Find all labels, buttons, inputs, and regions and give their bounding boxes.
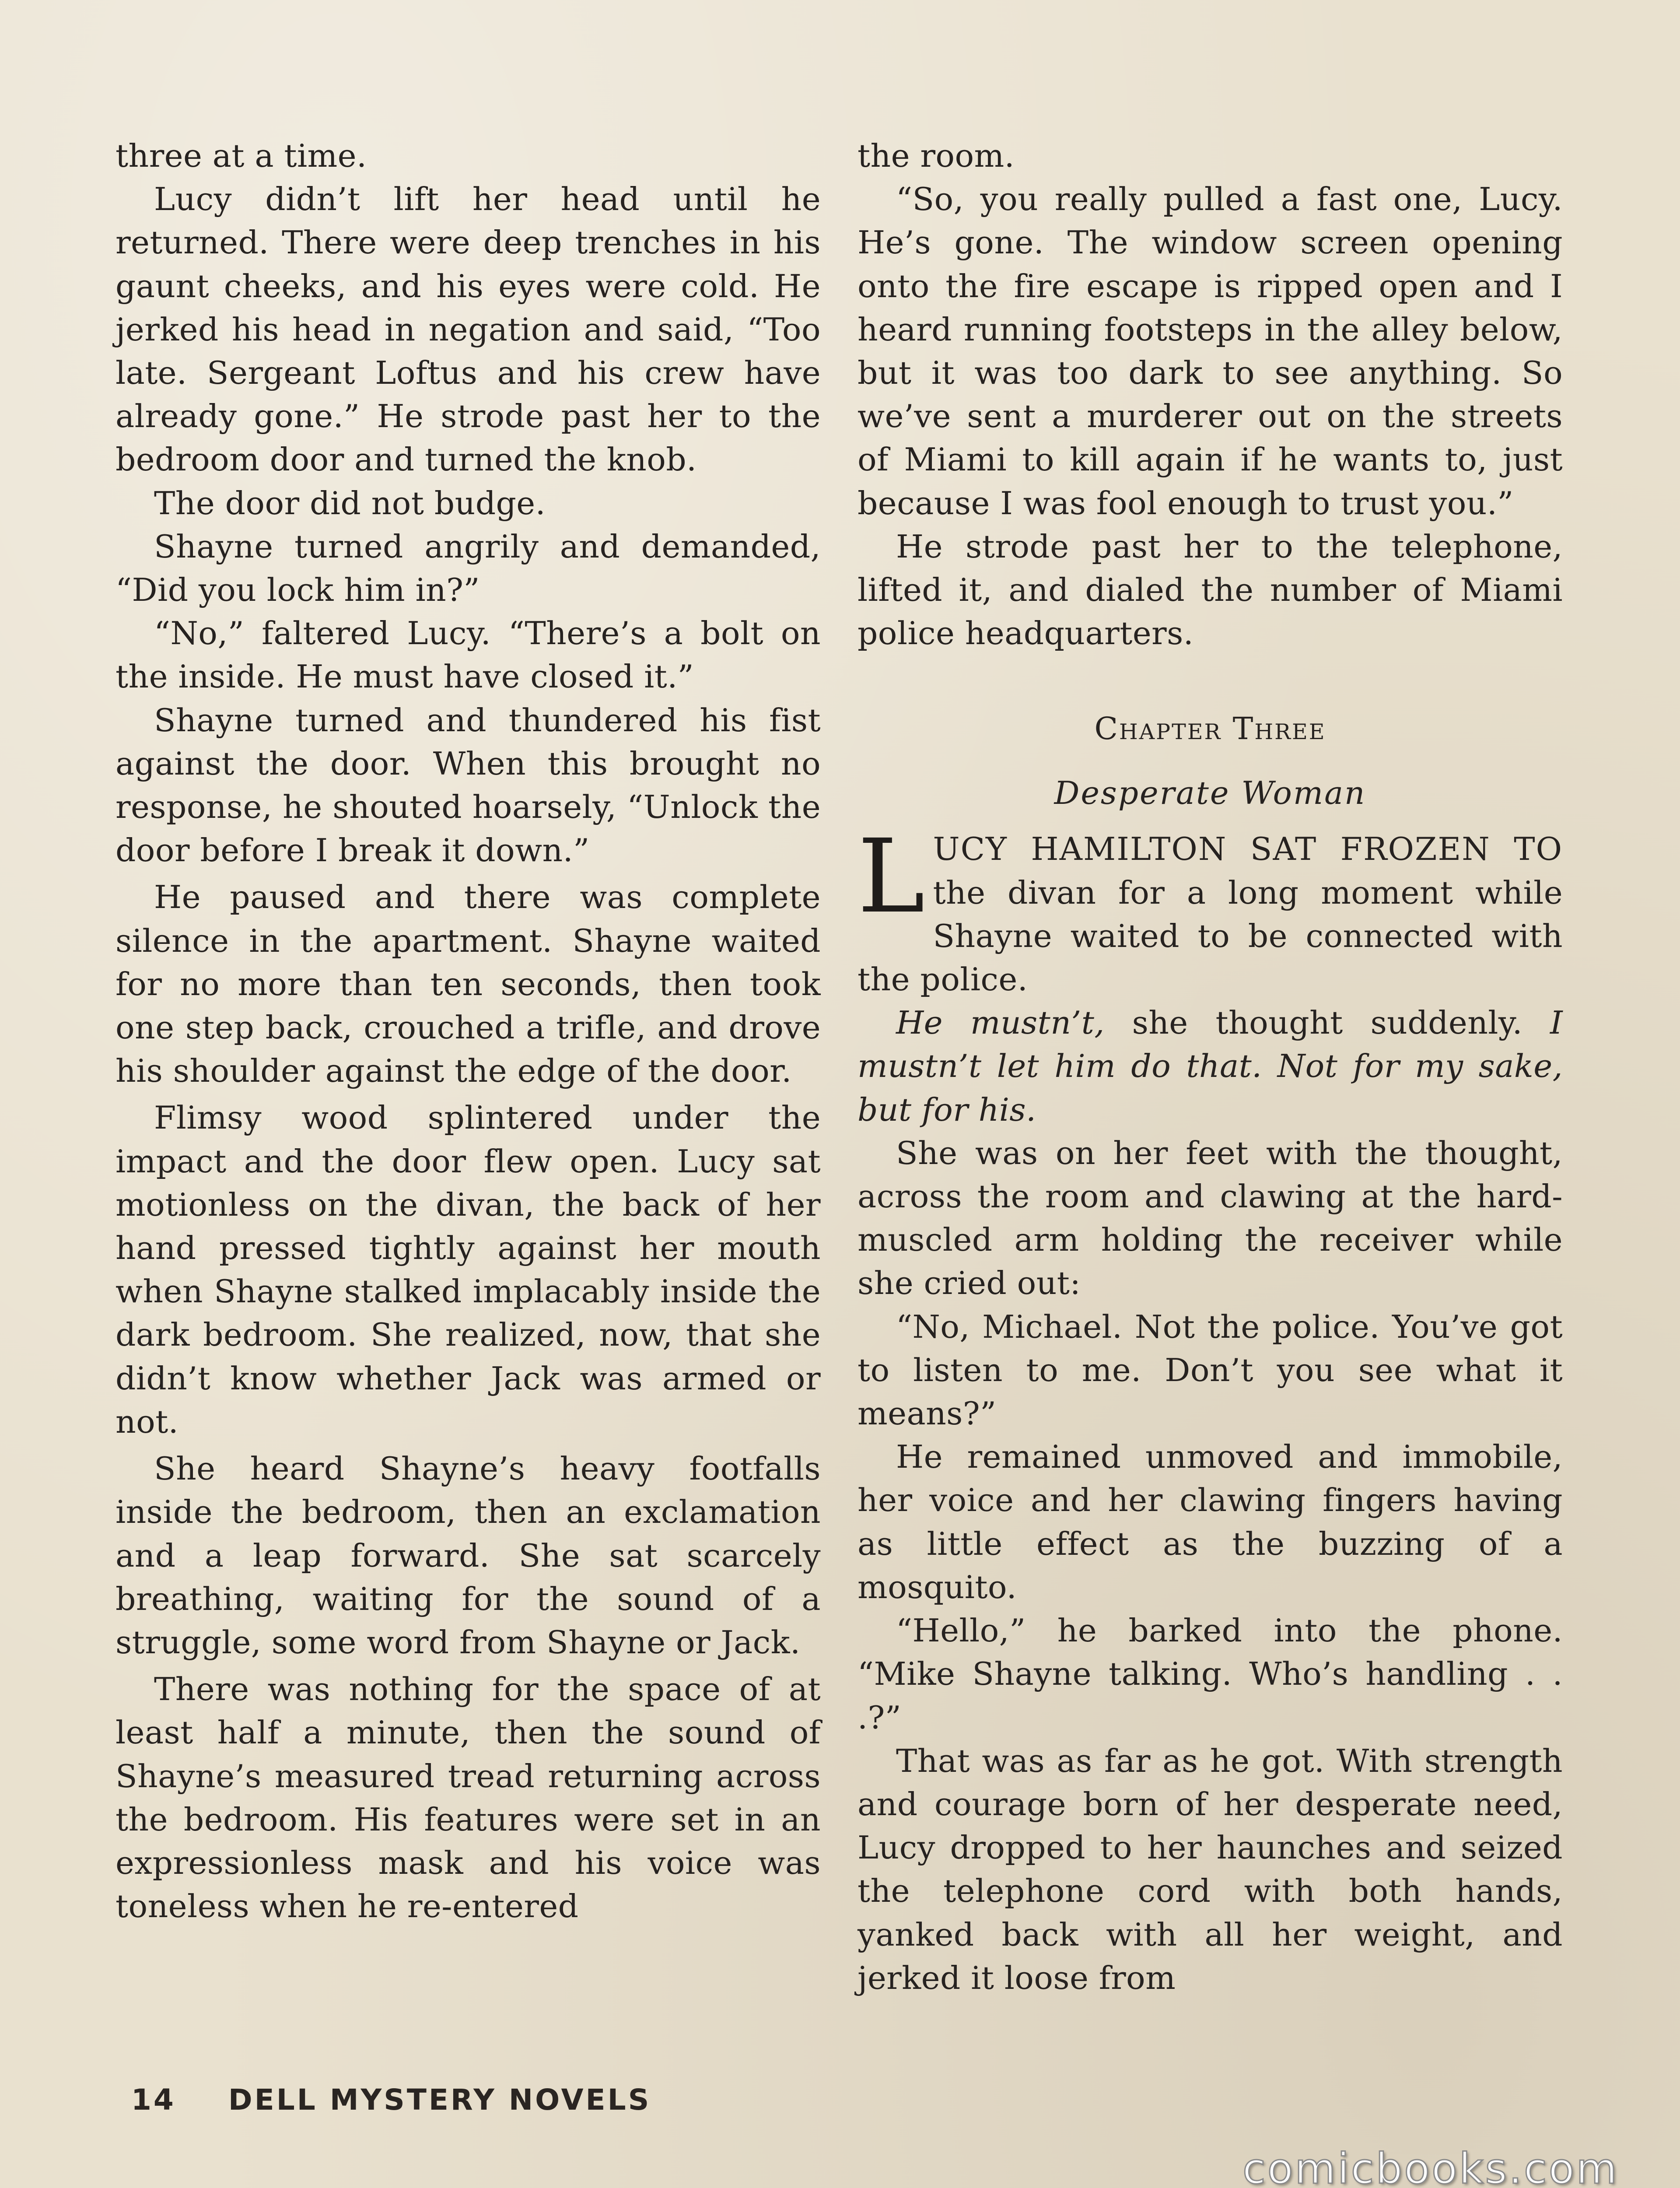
paragraph: He strode past her to the telephone, lifted it, and dialed the number of Miami police headquarters.: [858, 528, 1563, 652]
running-footer: DELL MYSTERY NOVELS: [228, 2083, 651, 2117]
chapter-opening-paragraph: [858, 817, 1563, 1002]
paragraph: “So, you really pulled a fast one, Lucy. He’s gone. The window screen opening onto the fire escape is ripped open and I heard running footsteps in the alley below, but it was too dark to see anything. So we’ve sent a murderer out on the streets of Miami to kill again if he wants to, just because I was fool enough to trust you.”: [858, 181, 1563, 522]
thought-paragraph: [858, 1002, 1563, 1132]
opening-text: the divan for a long moment while Shayne waited to be connected with the police.: [858, 874, 1563, 999]
paragraph: That was as far as he got. With strength and courage born of her desperate need, Lucy dropped to her haunches and seized the telephone cord with both hands, yanked back with all her weight, and jerked it loose from: [858, 1743, 1563, 1997]
paragraph: The door did not budge.: [154, 485, 546, 522]
italic-thought: He mustn’t,: [896, 1005, 1105, 1042]
right-column: [858, 135, 1563, 2000]
paragraph: Flimsy wood splintered under the impact and the door flew open. Lucy sat motionless on the divan, the back of her hand pressed tightly against her mouth when Shayne stalked implacably inside the dark bedroom. She realized, now, that she didn’t know whether Jack was armed or not.: [116, 1100, 821, 1441]
page-number: 14: [131, 2083, 176, 2117]
paragraph: She heard Shayne’s heavy footfalls inside the bedroom, then an exclamation and a leap forward. She sat scarcely breathing, waiting for the sound of a struggle, some word from Shayne or Jack.: [116, 1451, 821, 1661]
paragraph: Shayne turned angrily and demanded, “Did you lock him in?”: [116, 528, 821, 609]
paragraph: the room.: [858, 138, 1015, 175]
thought-plain-text: she thought suddenly.: [1104, 1005, 1550, 1042]
opening-caps: UCY HAMILTON SAT FROZEN TO: [933, 831, 1563, 868]
watermark: comicbooks.com: [1242, 2144, 1619, 2188]
paragraph: Shayne turned and thundered his fist against the door. When this brought no response, he shouted hoarsely, “Unlock the door before I break it down.”: [116, 702, 821, 870]
chapter-heading: Chapter Three: [1094, 711, 1326, 747]
paragraph: She was on her feet with the thought, across the room and clawing at the hard-muscled arm holding the receiver while she cried out:: [858, 1135, 1563, 1302]
left-column: [116, 135, 821, 1929]
paragraph: There was nothing for the space of at least half a minute, then the sound of Shayne’s measured tread returning across the bedroom. His features were set in an expressionless mask and his voice was toneless when he re-entered: [116, 1671, 821, 1925]
paragraph: “No, Michael. Not the police. You’ve got to listen to me. Don’t you see what it means?”: [858, 1308, 1563, 1433]
paragraph: three at a time.: [116, 138, 367, 175]
paragraph: “No,” faltered Lucy. “There’s a bolt on the inside. He must have closed it.”: [116, 615, 821, 696]
paragraph: “Hello,” he barked into the phone. “Mike Shayne talking. Who’s handling . . .?”: [858, 1613, 1563, 1736]
drop-cap: L: [858, 817, 925, 936]
chapter-title: Desperate Woman: [1054, 775, 1366, 812]
paragraph: He paused and there was complete silence in the apartment. Shayne waited for no more than ten seconds, then took one step back, crouched a trifle, and drove his shoulder against the edge of the door.: [116, 879, 821, 1090]
paragraph: He remained unmoved and immobile, her voice and her clawing fingers having as little effect as the buzzing of a mosquito.: [858, 1439, 1563, 1606]
page-footer: [131, 2083, 651, 2117]
italic-thought: I mustn’t let him do that. Not for my sake, but for his.: [858, 1005, 1563, 1129]
paragraph: Lucy didn’t lift her head until he returned. There were deep trenches in his gaunt cheeks, and his eyes were cold. He jerked his head in negation and said, “Too late. Sergeant Loftus and his crew have already gone.” He strode past her to the bedroom door and turned the knob.: [116, 181, 821, 479]
